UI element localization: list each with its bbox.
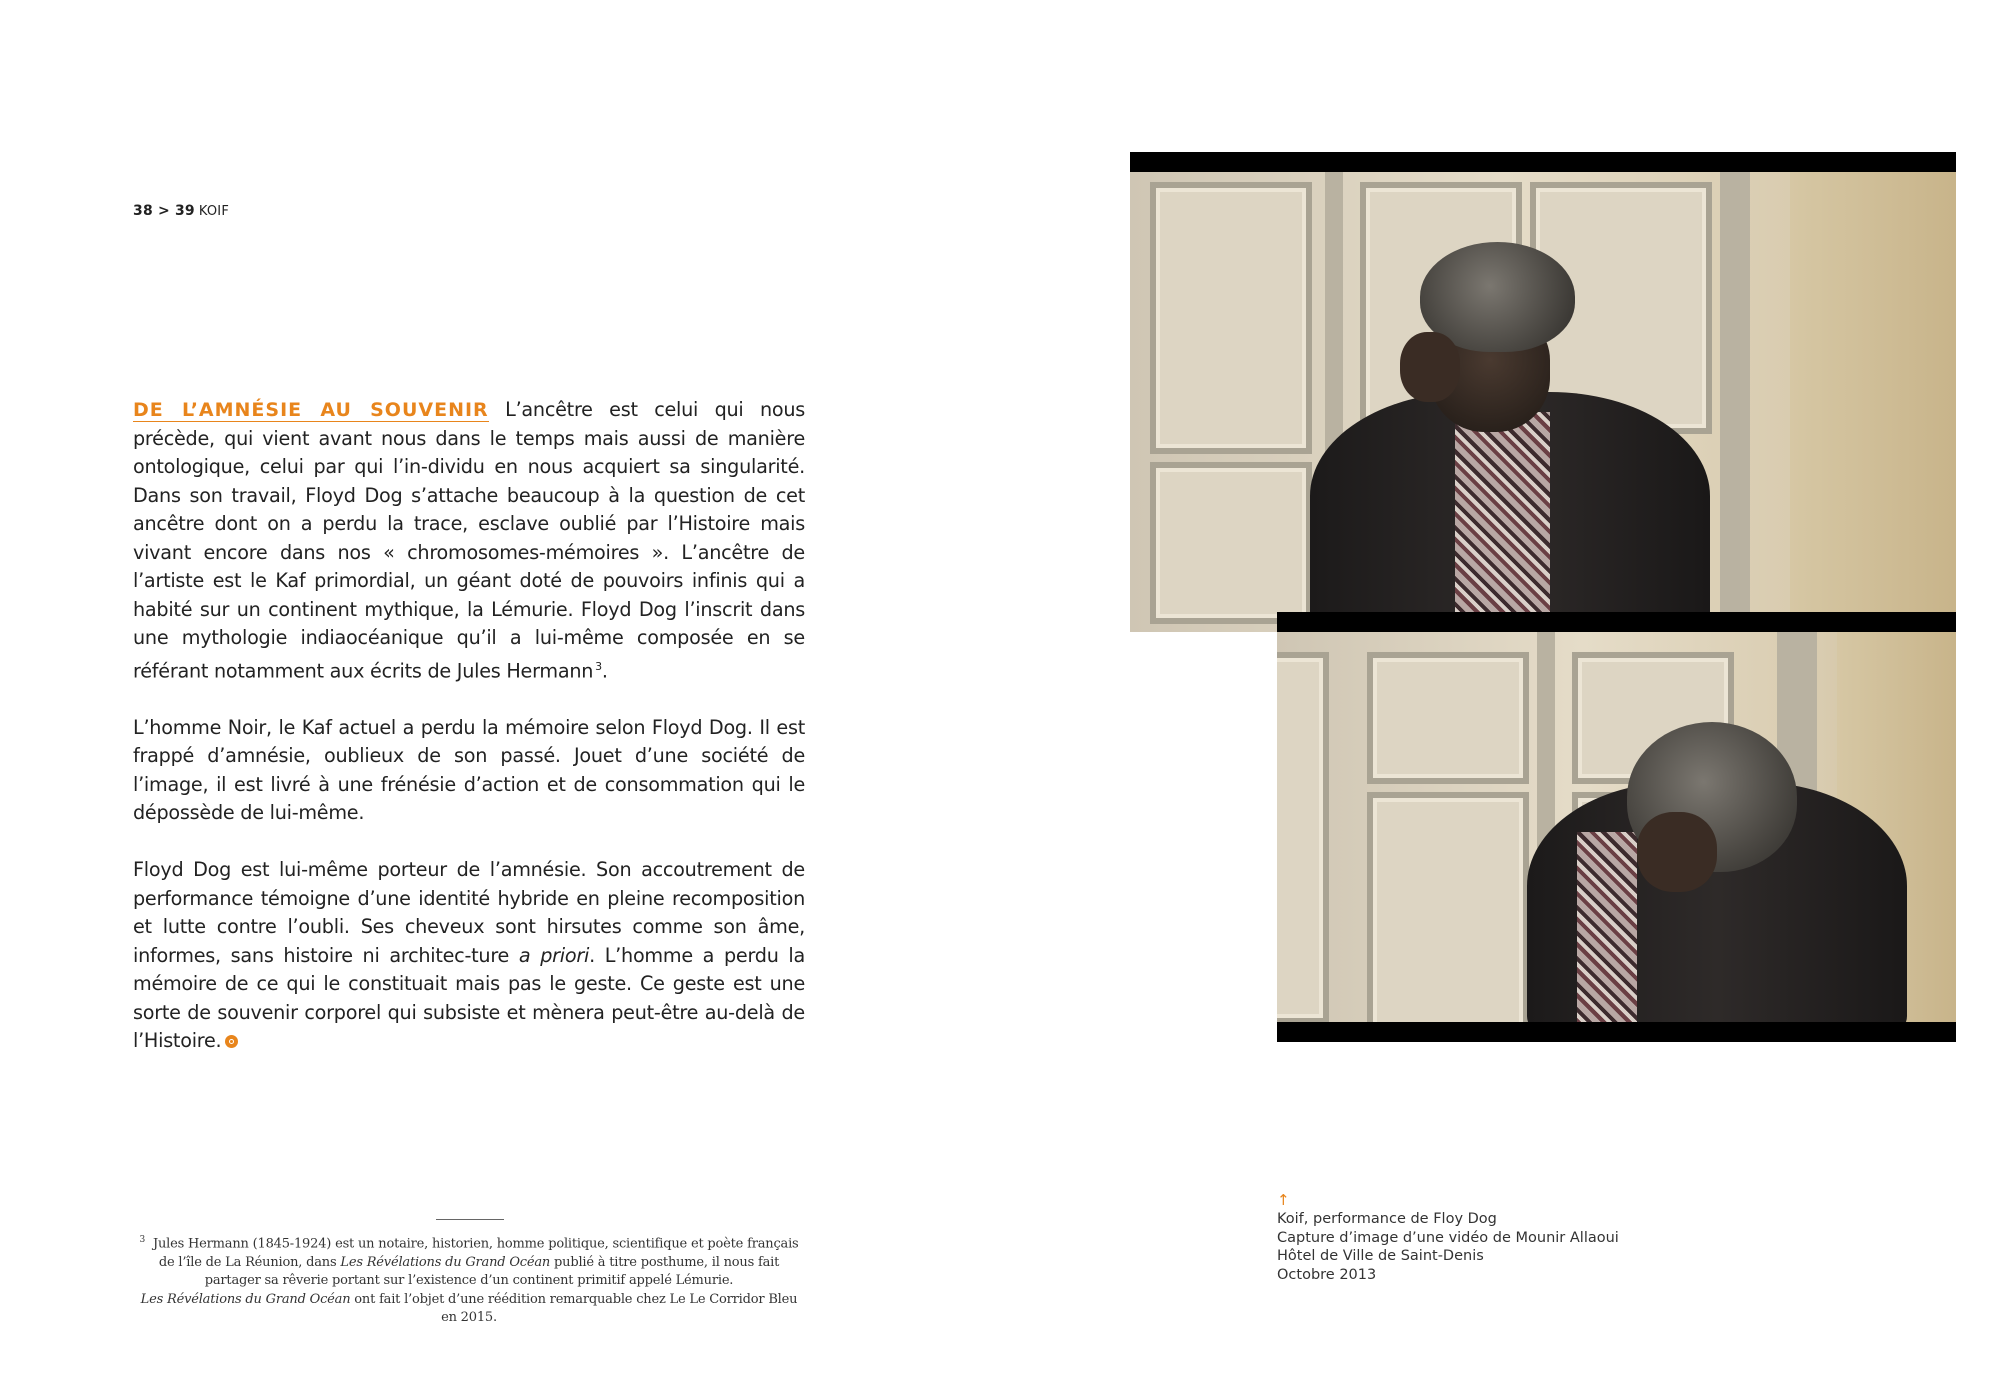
footnote-divider — [436, 1219, 504, 1220]
footnote-book-1: Les Révélations du Grand Océan — [340, 1254, 551, 1270]
end-mark-icon — [225, 1035, 238, 1048]
footnote-text-a: Jules Hermann (1845-1924) est un notaire, historien, homme politique, scientifique et poète français de l’île de La Réunion, dans — [153, 1236, 799, 1270]
door-panel — [1367, 652, 1529, 784]
caption-line-1: Koif, performance de Floy Dog — [1277, 1211, 1497, 1227]
footnote-book-2: Les Révélations du Grand Océan — [140, 1291, 351, 1307]
footnote-text-c: ont fait l’objet d’une réédition remarquable chez Le Le Corridor Bleu en 2015. — [350, 1291, 798, 1326]
caption-line-2: Capture d’image d’une vidéo de Mounir Allaoui — [1277, 1229, 1619, 1246]
up-arrow-icon: ↑ — [1277, 1191, 1290, 1209]
folio — [133, 203, 229, 219]
paragraph-3 — [133, 856, 805, 1056]
paragraph-1 — [133, 396, 805, 685]
paragraph-2: L’homme Noir, le Kaf actuel a perdu la mémoire selon Floyd Dog. Il est frappé d’amnésie, oublieux de son passé. Jouet d’une société de l’image, il est livré à une frénésie d’action et de consommation qui le dépossède de lui-même. — [133, 715, 805, 825]
video-still-1 — [1130, 152, 1956, 632]
photo-caption — [1277, 1192, 1619, 1284]
footnote-ref: 3 — [595, 659, 602, 673]
wall — [1790, 172, 1956, 632]
footnote-text-b: publié à titre posthume, il nous fait partager sa rêverie portant sur l’existence d’un continent primitif appelé Lémurie. — [204, 1254, 780, 1289]
video-still-2-scene — [1277, 632, 1956, 1022]
paragraph-3-text-b: . L’homme a perdu la mémoire de ce qui le constituait mais pas le geste. Ce geste est une sorte de souvenir corporel qui subsiste et mènera peut-être au-delà de l’Histoire. — [133, 943, 805, 1053]
video-still-2 — [1277, 612, 1956, 1042]
section-name: KOIF — [198, 204, 230, 219]
paragraph-1-text: L’ancêtre est celui qui nous précède, qui vient avant nous dans le temps mais aussi de manière ontologique, celui par qui l’in-dividu en nous acquiert sa singularité. Dans son travail, Floyd Dog s’attache beaucoup à la question de cet ancêtre dont on a perdu la trace, esclave oublié par l’Histoire mais vivant encore dans nos « chromosomes-mémoires ». L’ancêtre de l’artiste est le Kaf primordial, un géant doté de pouvoirs infinis qui a habité sur un continent mythique, la Lémurie. Floyd Dog l’inscrit dans une mythologie indiaocéanique qu’il a lui-même composée en se référant notamment aux écrits de Jules Hermann — [133, 398, 805, 682]
figure-shirt — [1577, 832, 1637, 1022]
page-numbers: 38 > 39 — [133, 203, 195, 219]
door-panel — [1277, 652, 1329, 1022]
video-still-1-scene — [1130, 172, 1956, 632]
paragraph-3-italic: a priori — [518, 943, 590, 967]
caption-line-3: Hôtel de Ville de Saint-Denis — [1277, 1248, 1484, 1264]
figure-hand — [1637, 812, 1717, 892]
paragraph-1-end: . — [601, 658, 608, 682]
footnote — [133, 1231, 805, 1328]
figure-shirt — [1455, 412, 1550, 632]
article-body — [133, 396, 805, 1084]
door-panel — [1367, 792, 1529, 1022]
door-panel — [1150, 462, 1312, 624]
footnote-number: 3 — [139, 1235, 145, 1245]
door-frame — [1720, 172, 1750, 632]
caption-line-4: Octobre 2013 — [1277, 1266, 1377, 1283]
paragraph-3-text-a: Floyd Dog est lui-même porteur de l’amnésie. Son accoutrement de performance témoigne d’une identité hybride en pleine recomposition et lutte contre l’oubli. Ses cheveux sont hirsutes comme son âme, informes, sans histoire ni architec-ture — [133, 858, 805, 967]
section-title: DE L’AMNÉSIE AU SOUVENIR — [133, 399, 489, 421]
figure-hand — [1400, 332, 1460, 402]
door-panel — [1150, 182, 1312, 454]
